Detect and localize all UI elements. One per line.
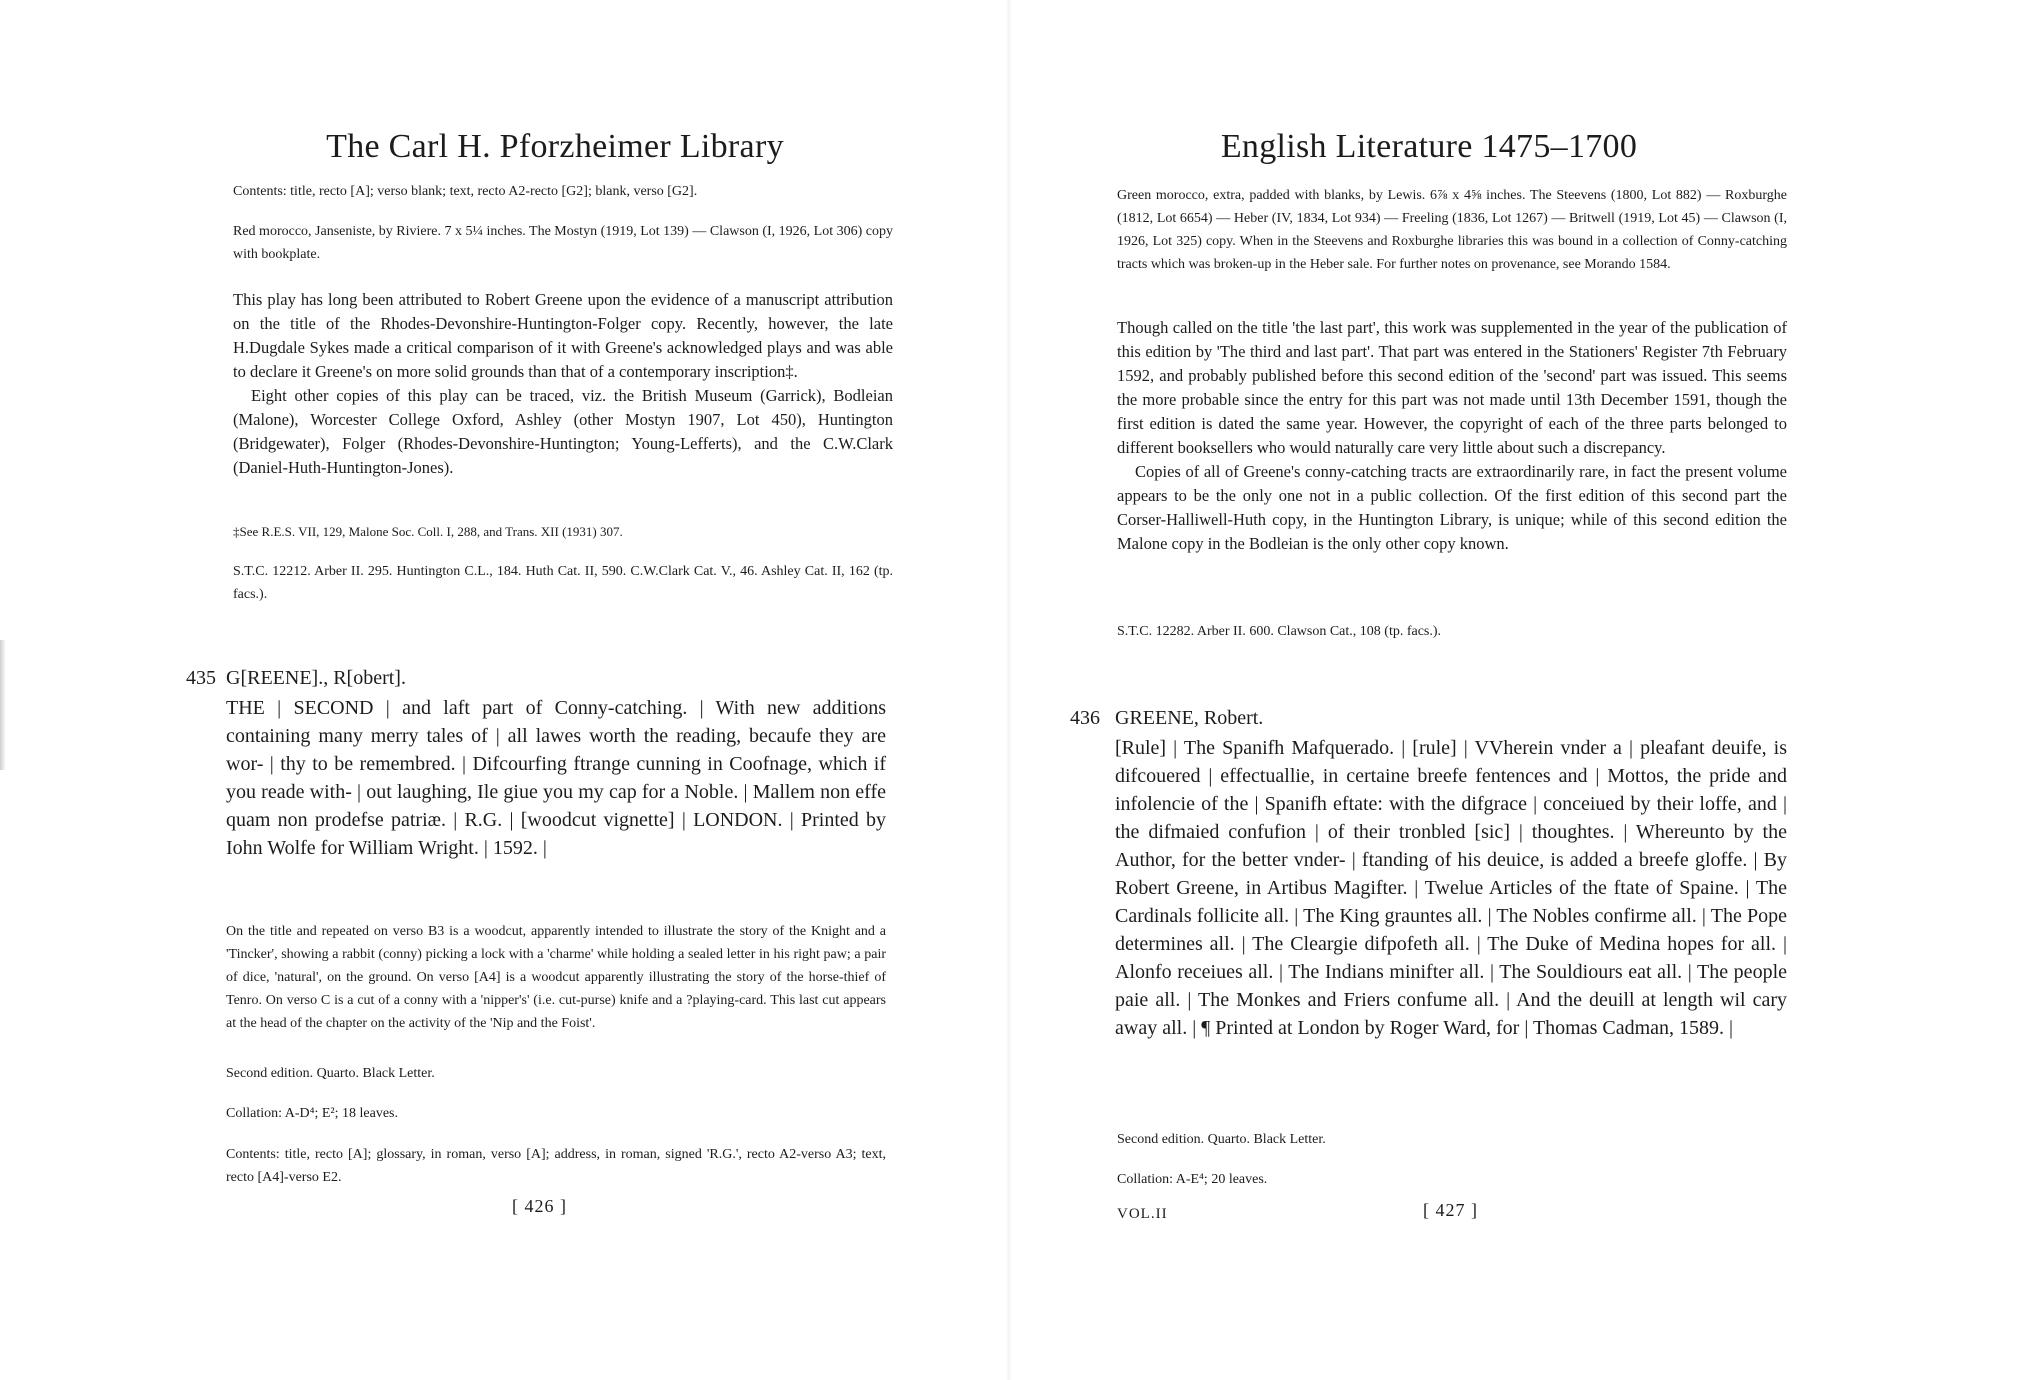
right-folio: [ 427 ] [1423, 1200, 1478, 1220]
right-edition: Second edition. Quarto. Black Letter. [1117, 1132, 1326, 1147]
left-commentary-para-1: This play has long been attributed to Robert Greene upon the evidence of a manuscript attribution on the title of the Rhodes-Devonshire-Huntington-Folger copy. Recently, however, the late H.Dugdale Sykes made a critical comparison of it with Greene's acknowledged plays and was able to declare it Greene's on more solid grounds than that of a contemporary inscription‡. [233, 290, 893, 381]
entry-number-436: 436 [1070, 707, 1100, 729]
right-commentary-para-2: Copies of all of Greene's conny-catching tracts are extraordinarily rare, in fact the present volume appears to be the only one not in a public collection. Of the first edition of this second part the Corser-Halliwell-Huth copy, in the Huntington Library, is unique; while of this second edition the Malone copy in the Bodleian is the only other copy known. [1117, 462, 1787, 553]
left-commentary [233, 288, 893, 480]
right-collation: Collation: A-E⁴; 20 leaves. [1117, 1172, 1268, 1187]
right-page [1009, 0, 2019, 1380]
right-references: S.T.C. 12282. Arber II. 600. Clawson Cat., 108 (tp. facs.). [1117, 624, 1442, 639]
volume-signature: VOL.II [1117, 1206, 1168, 1222]
left-running-head: The Carl H. Pforzheimer Library [326, 128, 784, 165]
entry-title-436: [Rule] | The Spanifh Mafquerado. | [rule] | VVherein vnder a | pleafant deuife, is difcouered | effectuallie, in certaine breefe fentences and | Mottos, the pride and infolencie of the | Spanifh eftate: with the difgrace | conceiued by their loffe, and | the difmaied confufion | of their tronbled [sic] | thoughtes. | Whereunto by the Author, for the better vnder- | ftanding of his deuice, is added a breefe gloffe. | By Robert Greene, in Artibus Magifter. | Twelue Articles of the ftate of Spaine. | The Cardinals follicite all. | The King grauntes all. | The Nobles confirme all. | The Pope determines all. | The Cleargie difpofeth all. | The Duke of Medina hopes for all. | Alonfo receiues all. | The Indians minifter all. | The Souldiours eat all. | The people paie all. | The Monkes and Friers confume all. | And the deuill at length wil cary away all. | ¶ Printed at London by Roger Ward, for | Thomas Cadman, 1589. | [1115, 737, 1787, 1039]
entry-author-436: GREENE, Robert. [1115, 707, 1264, 729]
left-references: S.T.C. 12212. Arber II. 295. Huntington C.L., 184. Huth Cat. II, 590. C.W.Clark Cat. V., 46. Ashley Cat. II, 162 (tp. facs.). [233, 564, 893, 602]
right-commentary [1117, 316, 1787, 556]
entry-number-435: 435 [186, 667, 216, 689]
entry-author-435: G[REENE]., R[obert]. [226, 667, 406, 689]
right-binding-note: Green morocco, extra, padded with blanks, by Lewis. 6⅞ x 4⅝ inches. The Steevens (1800, Lot 882) — Roxburghe (1812, Lot 6654) — Heber (IV, 1834, Lot 934) — Freeling (1836, Lot 1267) — Britwell (1919, Lot 45) — Clawson (I, 1926, Lot 325) copy. When in the Steevens and Roxburghe libraries this was bound in a collection of Conny-catching tracts which was broken-up in the Heber sale. For further notes on provenance, see Morando 1584. [1117, 188, 1787, 272]
left-collation: Collation: A-D⁴; E²; 18 leaves. [226, 1106, 398, 1121]
left-contents-top: Contents: title, recto [A]; verso blank; text, recto A2-recto [G2]; blank, verso [G2]. [233, 184, 698, 199]
left-commentary-para-2: Eight other copies of this play can be traced, viz. the British Museum (Garrick), Bodleian (Malone), Worcester College Oxford, Ashley (other Mostyn 1907, Lot 450), Huntington (Bridgewater), Folger (Rhodes-Devonshire-Huntington; Young-Lefferts), and the C.W.Clark (Daniel-Huth-Huntington-Jones). [233, 386, 893, 477]
left-page [0, 0, 1009, 1380]
entry-title-435: THE | SECOND | and laft part of Conny-catching. | With new additions containing many merry tales of | all lawes worth the reading, becaufe they are wor- | thy to be remembred. | Difcourfing ftrange cunning in Coofnage, which if you reade with- | out laughing, Ile giue you my cap for a Noble. | Mallem non effe quam non prodefse patriæ. | R.G. | [woodcut vignette] | LONDON. | Printed by Iohn Wolfe for William Wright. | 1592. | [226, 697, 886, 859]
right-running-head: English Literature 1475–1700 [1220, 128, 1638, 165]
left-edition: Second edition. Quarto. Black Letter. [226, 1066, 435, 1081]
left-woodcut-note: On the title and repeated on verso B3 is a woodcut, apparently intended to illustrate the story of the Knight and a 'Tincker', showing a rabbit (conny) picking a lock with a 'charme' while holding a sealed letter in his right paw; a pair of dice, 'natural', on the ground. On verso [A4] is a woodcut apparently illustrating the story of the horse-thief of Tenro. On verso C is a cut of a conny with a 'nipper's' (i.e. cut-purse) knife and a ?playing-card. This last cut appears at the head of the chapter on the activity of the 'Nip and the Foist'. [226, 924, 886, 1031]
left-binding-note: Red morocco, Janseniste, by Riviere. 7 x 5¼ inches. The Mostyn (1919, Lot 139) — Clawson (I, 1926, Lot 306) copy with bookplate. [233, 224, 893, 262]
left-folio: [ 426 ] [512, 1196, 567, 1216]
left-footnote: ‡See R.E.S. VII, 129, Malone Soc. Coll. I, 288, and Trans. XII (1931) 307. [233, 524, 623, 539]
right-commentary-para-1: Though called on the title 'the last part', this work was supplemented in the year of the publication of this edition by 'The third and last part'. That part was entered in the Stationers' Register 7th February 1592, and probably published before this second edition of the 'second' part was issued. This seems the more probable since the entry for this part was not made until 13th December 1591, though the first edition is dated the same year. However, the copyright of each of the three parts belonged to different booksellers who would naturally care very little about such a discrepancy. [1117, 318, 1787, 457]
left-contents-bottom: Contents: title, recto [A]; glossary, in roman, verso [A]; address, in roman, signed 'R.G.', recto A2-verso A3; text, recto [A4]-verso E2. [226, 1147, 886, 1185]
